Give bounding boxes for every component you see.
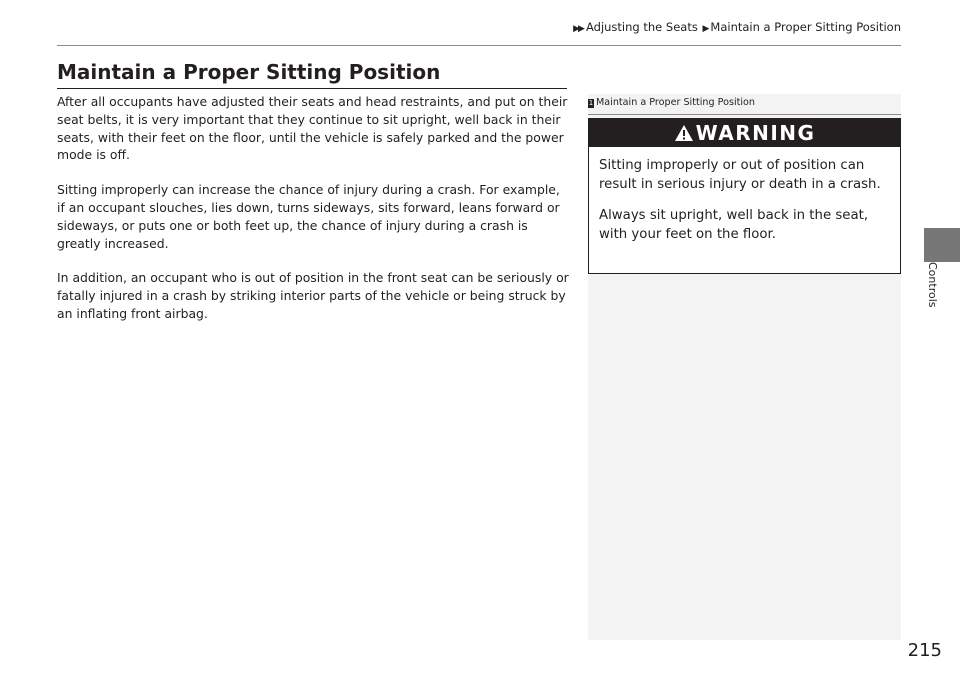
- sidebar-notes: [588, 94, 901, 640]
- title-underline: [57, 88, 567, 89]
- main-body: [57, 93, 569, 340]
- warning-triangle-icon: [674, 124, 694, 142]
- note-number-badge: 1: [588, 99, 594, 107]
- warning-text-1: Sitting improperly or out of position can result in serious injury or death in a crash.: [599, 158, 881, 192]
- breadcrumb: [573, 20, 901, 34]
- warning-title: WARNING: [695, 121, 816, 145]
- breadcrumb-item-proper-position[interactable]: Maintain a Proper Sitting Position: [710, 20, 901, 34]
- arrow-icon: ▶: [702, 24, 708, 34]
- sidebar-heading: [588, 97, 901, 115]
- chapter-label-text: Controls: [926, 262, 939, 308]
- paragraph-3: In addition, an occupant who is out of position in the front seat can be seriously or fatally injured in a crash by striking interior parts of the vehicle or being struck by an inflating front airbag.: [57, 270, 569, 321]
- paragraph-2: Sitting improperly can increase the chance of injury during a crash. For example, if an occupant slouches, lies down, turns sideways, sits forward, leans forward or sideways, or puts one or both feet up, the chance of injury during a crash is greatly increased.: [57, 182, 560, 251]
- sidebar-heading-text: Maintain a Proper Sitting Position: [596, 97, 755, 108]
- page-title: Maintain a Proper Sitting Position: [57, 60, 441, 84]
- chapter-tab[interactable]: [924, 228, 960, 262]
- warning-header: [589, 119, 900, 147]
- breadcrumb-item-adjusting-seats[interactable]: Adjusting the Seats: [585, 20, 698, 34]
- page-number: 215: [907, 640, 942, 661]
- chapter-label: [922, 262, 942, 322]
- double-arrow-icon: ▶▶: [573, 24, 583, 34]
- paragraph-1: After all occupants have adjusted their seats and head restraints, and put on their seat belts, it is very important that they continue to sit upright, well back in their seats, with their feet on the floor, until the vehicle is safely parked and the power mode is off.: [57, 94, 568, 163]
- warning-box: [588, 118, 901, 274]
- warning-text-2: Always sit upright, well back in the seat, with your feet on the floor.: [599, 208, 869, 242]
- header-divider: [57, 45, 901, 46]
